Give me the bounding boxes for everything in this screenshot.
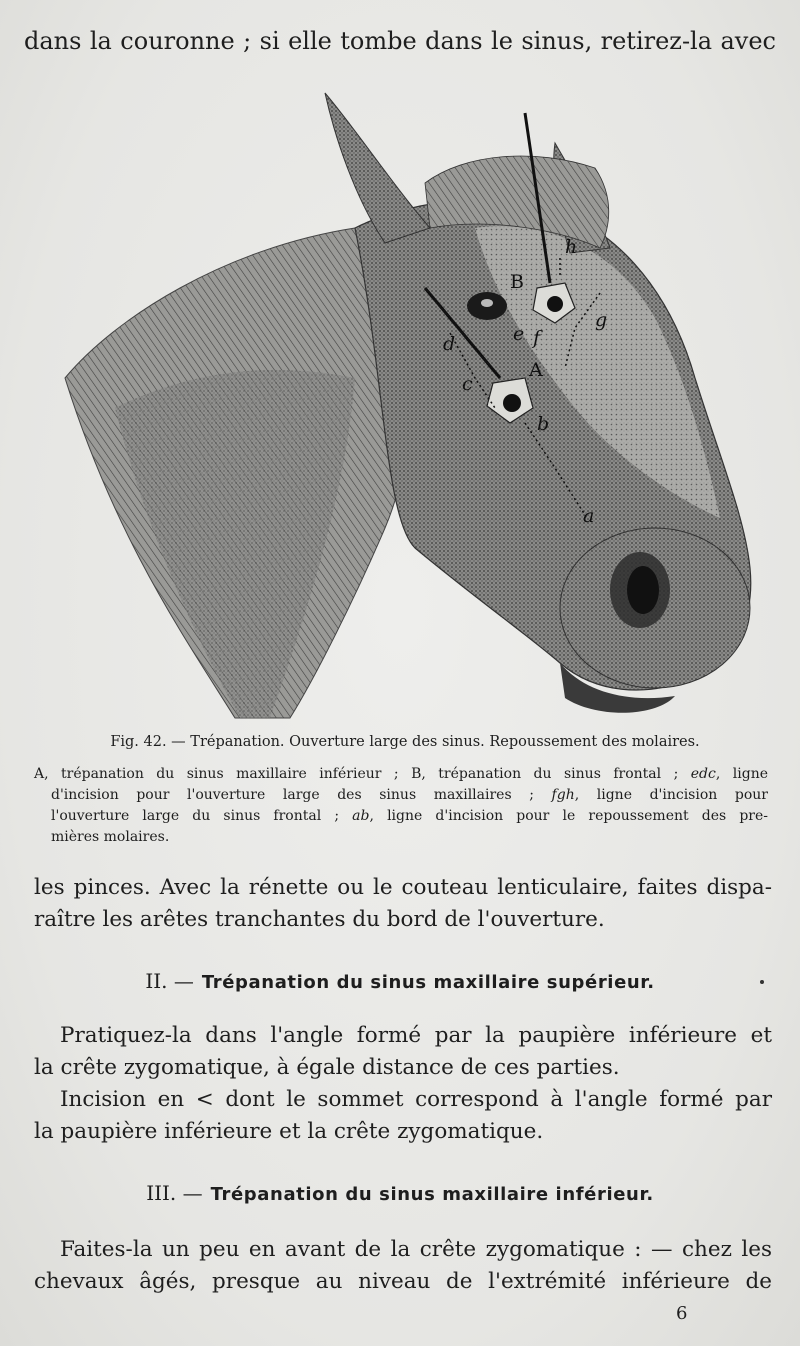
figure-label-B: B [510, 271, 524, 293]
legend-line-3: l'ouverture large du sinus frontal ; ab, ligne d'incision pour le repoussement des pre- [51, 808, 768, 824]
paragraph-1: les pinces. Avec la rénette ou le couteau lenticulaire, faites dispa- raître les arêtes tranchantes du bord de l'ouverture. [34, 875, 772, 932]
figure-label-f: f [533, 327, 541, 349]
section-heading-ii: II. — Trépanation du sinus maxillaire supérieur. [145, 969, 655, 993]
figure-label-b: b [537, 413, 550, 435]
figure-label-a: a [583, 505, 595, 527]
running-head [320, 0, 480, 6]
top-text-line: dans la couronne ; si elle tombe dans le sinus, retirez-la avec [24, 27, 776, 55]
figure-label-g: g [595, 309, 608, 331]
paragraph-3: Incision en < dont le sommet correspond à l'angle formé par la paupière inférieure et la crête zygomatique. [34, 1087, 772, 1144]
figure-label-d: d [443, 333, 456, 355]
figure-caption: Fig. 42. — Trépanation. Ouverture large des sinus. Repoussement des molaires. [110, 734, 700, 750]
page-number: 6 [676, 1303, 688, 1324]
paragraph-2: Pratiquez-la dans l'angle formé par la paupière inférieure et la crête zygomatique, à égale distance de ces parties. [34, 1023, 772, 1080]
figure-legend [34, 764, 768, 848]
legend-line-1: A, trépanation du sinus maxillaire inférieur ; B, trépanation du sinus frontal ; edc, ligne [34, 766, 768, 782]
section-heading-iii: III. — Trépanation du sinus maxillaire inférieur. [146, 1181, 654, 1205]
stray-mark [760, 980, 764, 984]
horse-head-drawing [55, 78, 755, 723]
paragraph-4: Faites-la un peu en avant de la crête zygomatique : — chez les chevaux âgés, presque au niveau de l'extrémité inférieure de [34, 1237, 772, 1294]
legend-line-2: d'incision pour l'ouverture large des sinus maxillaires ; fgh, ligne d'incision pour [51, 787, 768, 803]
figure-label-A: A [529, 359, 543, 381]
horse-head-illustration [55, 78, 755, 723]
legend-line-4: mières molaires. [51, 829, 170, 845]
figure-label-c: c [462, 373, 473, 395]
figure-label-e: e [513, 323, 525, 345]
figure-label-h: h [565, 236, 578, 258]
